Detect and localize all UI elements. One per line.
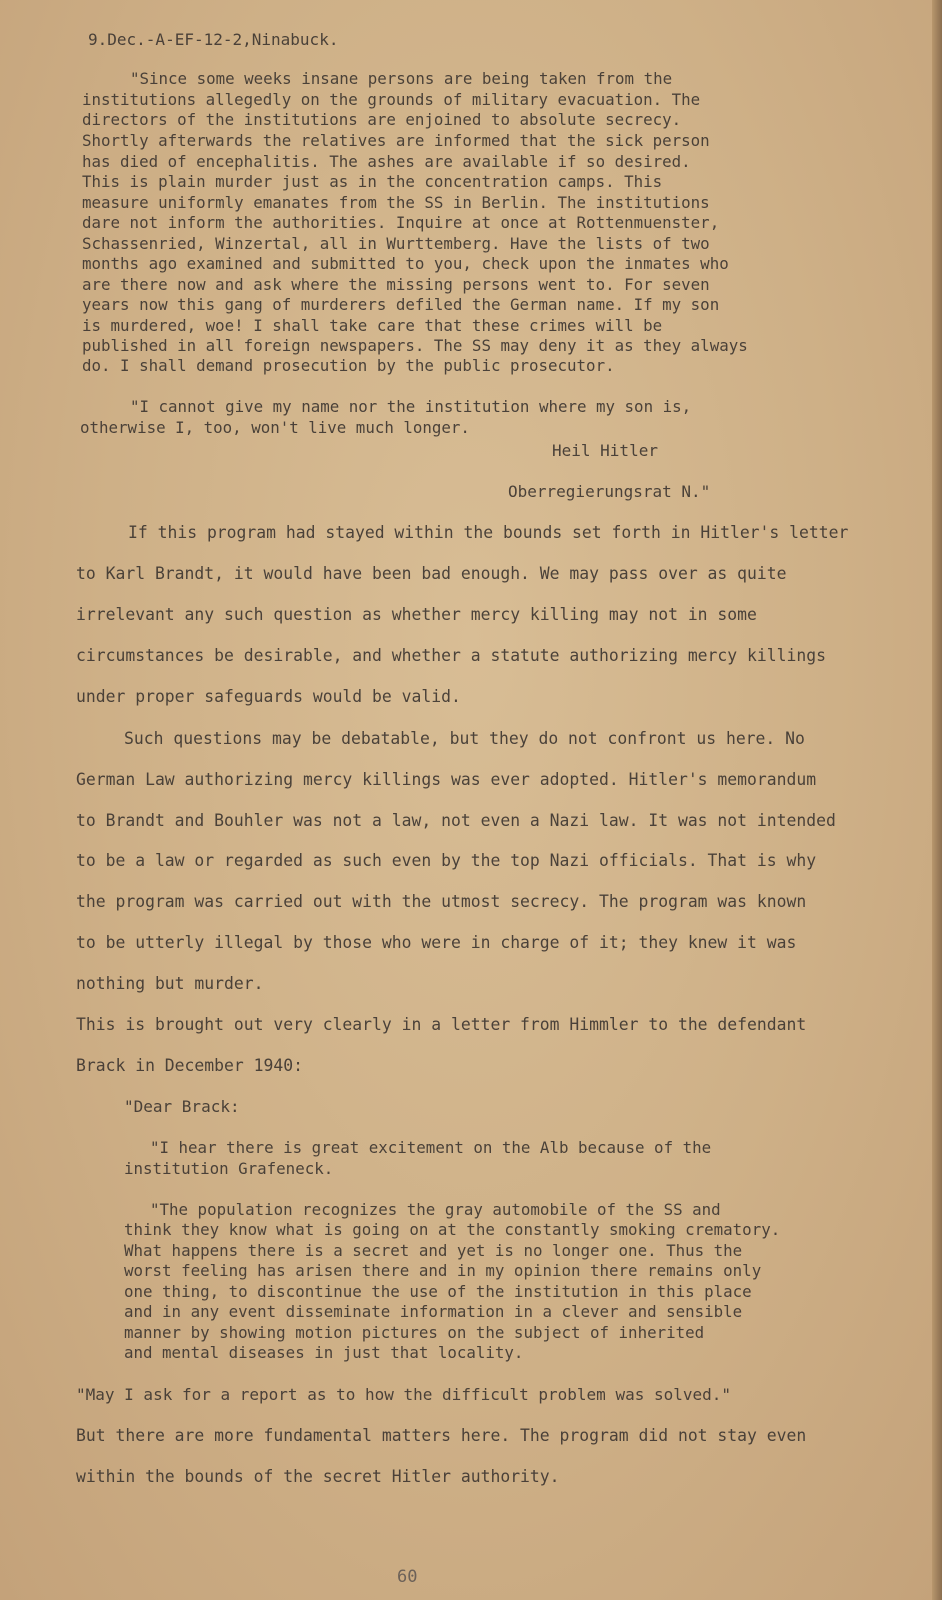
quote-line: Schassenried, Winzertal, all in Wurttemberg. Have the lists of two [82, 234, 710, 253]
body-line: This is brought out very clearly in a letter from Himmler to the defendant [76, 1015, 807, 1034]
body-line: to be utterly illegal by those who were in charge of it; they knew it was [76, 933, 797, 952]
quote-line: otherwise I, too, won't live much longer. [80, 418, 470, 437]
quote-line: Shortly afterwards the relatives are informed that the sick person [82, 131, 710, 150]
quote-line: is murdered, woe! I shall take care that these crimes will be [82, 316, 663, 335]
page-number: 60 [397, 1567, 418, 1587]
body-line: Such questions may be debatable, but they do not confront us here. No [124, 729, 805, 748]
quote-closing: Heil Hitler [552, 441, 658, 460]
body-line: circumstances be desirable, and whether a statute authorizing mercy killings [76, 646, 826, 665]
quote-line: do. I shall demand prosecution by the public prosecutor. [82, 356, 615, 375]
quote-signature: Oberregierungsrat N." [508, 482, 711, 501]
body-line: German Law authorizing mercy killings was ever adopted. Hitler's memorandum [76, 770, 817, 789]
body-line: to Brandt and Bouhler was not a law, not even a Nazi law. It was not intended [76, 811, 836, 830]
page-edge [932, 0, 942, 1600]
letter-line: "I hear there is great excitement on the Alb because of the [150, 1138, 712, 1157]
letter-salutation: "Dear Brack: [124, 1097, 240, 1116]
letter-line: and in any event disseminate information in a clever and sensible [124, 1302, 743, 1321]
quote-line: months ago examined and submitted to you, check upon the inmates who [82, 254, 729, 273]
body-line: Brack in December 1940: [76, 1056, 303, 1075]
quote-line: "Since some weeks insane persons are being taken from the [130, 69, 673, 88]
body-line: the program was carried out with the utmost secrecy. The program was known [76, 892, 807, 911]
body-line: But there are more fundamental matters here. The program did not stay even [76, 1426, 807, 1445]
body-line: If this program had stayed within the bounds set forth in Hitler's letter [128, 523, 849, 542]
quote-line: years now this gang of murderers defiled the German name. If my son [82, 295, 720, 314]
body-line: irrelevant any such question as whether mercy killing may not in some [76, 605, 757, 624]
body-line: nothing but murder. [76, 974, 264, 993]
quote-line: This is plain murder just as in the concentration camps. This [82, 172, 663, 191]
quote-line: are there now and ask where the missing persons went to. For seven [82, 275, 710, 294]
quote-line: "I cannot give my name nor the institution where my son is, [130, 397, 692, 416]
letter-line: institution Grafeneck. [124, 1159, 334, 1178]
letter-line: and mental diseases in just that locality. [124, 1343, 524, 1362]
body-line: to Karl Brandt, it would have been bad enough. We may pass over as quite [76, 564, 787, 583]
quote-line: published in all foreign newspapers. The SS may deny it as they always [82, 336, 748, 355]
letter-line: think they know what is going on at the constantly smoking crematory. [124, 1220, 781, 1239]
letter-closing-request: "May I ask for a report as to how the difficult problem was solved." [76, 1385, 732, 1404]
letter-line: manner by showing motion pictures on the subject of inherited [124, 1323, 705, 1342]
letter-line: worst feeling has arisen there and in my opinion there remains only [124, 1261, 762, 1280]
quote-line: measure uniformly emanates from the SS in Berlin. The institutions [82, 193, 710, 212]
letter-line: one thing, to discontinue the use of the institution in this place [124, 1282, 752, 1301]
document-reference: 9.Dec.-A-EF-12-2,Ninabuck. [88, 30, 339, 49]
letter-line: "The population recognizes the gray automobile of the SS and [150, 1200, 721, 1219]
letter-line: What happens there is a secret and yet is no longer one. Thus the [124, 1241, 743, 1260]
quote-line: directors of the institutions are enjoined to absolute secrecy. [82, 110, 682, 129]
body-line: to be a law or regarded as such even by the top Nazi officials. That is why [76, 851, 817, 870]
quote-line: dare not inform the authorities. Inquire at once at Rottenmuenster, [82, 213, 720, 232]
body-line: within the bounds of the secret Hitler authority. [76, 1467, 560, 1486]
quote-line: institutions allegedly on the grounds of military evacuation. The [82, 90, 701, 109]
quote-line: has died of encephalitis. The ashes are available if so desired. [82, 152, 691, 171]
body-line: under proper safeguards would be valid. [76, 687, 461, 706]
